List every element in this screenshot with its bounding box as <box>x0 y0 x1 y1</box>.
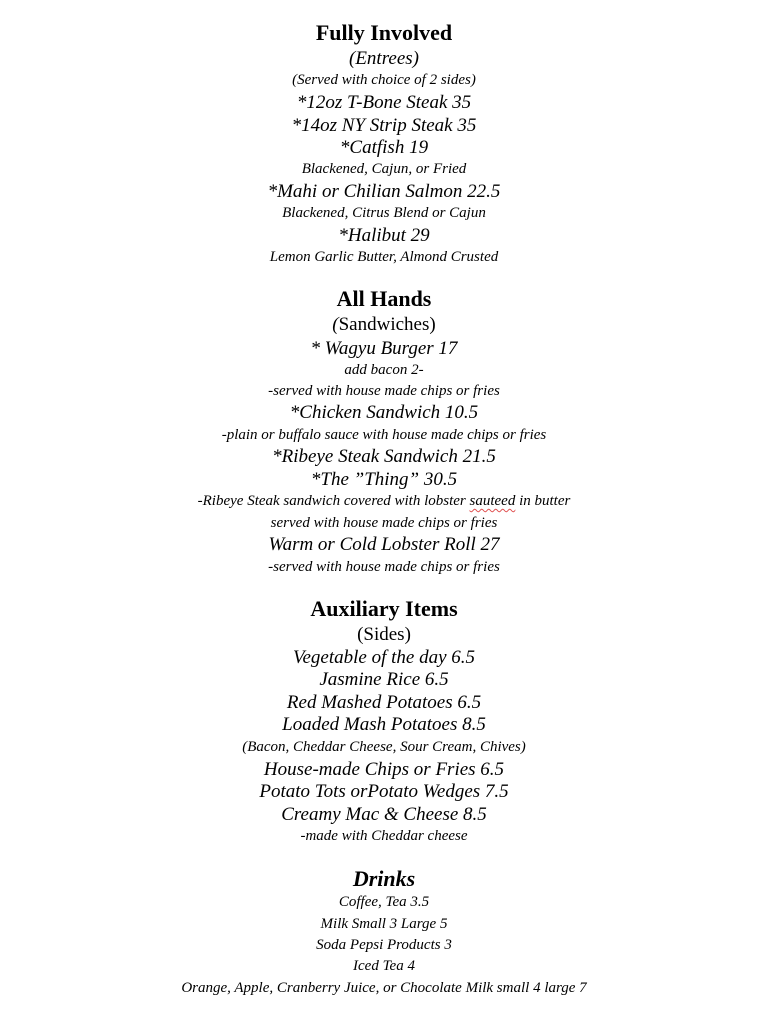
side-item: Jasmine Rice 6.5 <box>319 669 449 690</box>
entree-item: *Catfish 19 <box>339 137 429 158</box>
thing-description-before: -Ribeye Steak sandwich covered with lobster <box>197 493 470 509</box>
spellcheck-flagged-word: sauteed <box>469 493 516 509</box>
sandwiches-subtitle-paren: ( <box>332 314 339 335</box>
sandwich-item: *Chicken Sandwich 10.5 <box>289 402 479 423</box>
entree-item: *Halibut 29 <box>338 225 430 246</box>
sandwich-note: -served with house made chips or fries <box>268 559 500 575</box>
thing-description-after: in butter <box>515 493 571 509</box>
drinks-title: Drinks <box>352 866 416 891</box>
thing-description-line2: served with house made chips or fries <box>270 515 498 531</box>
side-item: Red Mashed Potatoes 6.5 <box>286 692 482 713</box>
sides-title: Auxiliary Items <box>310 596 458 621</box>
sandwich-note: add bacon 2- <box>344 362 424 378</box>
drink-item: Orange, Apple, Cranberry Juice, or Chocolate Milk small 4 large 7 <box>181 980 587 996</box>
entrees-note: (Served with choice of 2 sides) <box>292 72 476 88</box>
entrees-title: Fully Involved <box>315 20 453 45</box>
drink-item: Milk Small 3 Large 5 <box>320 916 448 932</box>
thing-description <box>0 494 768 509</box>
sandwich-item: * Wagyu Burger 17 <box>310 338 458 359</box>
sandwich-item: *Ribeye Steak Sandwich 21.5 <box>272 446 496 467</box>
drink-item: Soda Pepsi Products 3 <box>316 937 452 953</box>
entree-description: Blackened, Cajun, or Fried <box>301 161 467 177</box>
entree-item: *Mahi or Chilian Salmon 22.5 <box>267 181 501 202</box>
sandwiches-title: All Hands <box>336 286 432 311</box>
side-item: House-made Chips or Fries 6.5 <box>263 759 505 780</box>
sides-subtitle: (Sides) <box>357 624 411 645</box>
sandwich-item: Warm or Cold Lobster Roll 27 <box>268 534 500 555</box>
side-item: Loaded Mash Potatoes 8.5 <box>282 714 486 735</box>
side-item: Vegetable of the day 6.5 <box>292 647 476 668</box>
sandwich-note: -served with house made chips or fries <box>268 383 500 399</box>
entree-description: Lemon Garlic Butter, Almond Crusted <box>269 249 499 265</box>
sandwich-note: -plain or buffalo sauce with house made chips or fries <box>221 427 547 443</box>
drink-item: Iced Tea 4 <box>353 958 415 974</box>
sandwich-item: *The ”Thing” 30.5 <box>310 469 458 490</box>
side-item: Potato Tots orPotato Wedges 7.5 <box>259 781 509 802</box>
entree-item: *12oz T-Bone Steak 35 <box>296 92 472 113</box>
side-item: Creamy Mac & Cheese 8.5 <box>281 804 487 825</box>
entree-description: Blackened, Citrus Blend or Cajun <box>282 205 486 221</box>
entrees-subtitle: (Entrees) <box>349 48 419 69</box>
side-note: (Bacon, Cheddar Cheese, Sour Cream, Chives) <box>242 739 526 755</box>
entree-item: *14oz NY Strip Steak 35 <box>291 115 477 136</box>
drink-item: Coffee, Tea 3.5 <box>338 894 430 910</box>
sandwiches-subtitle <box>0 315 768 334</box>
sandwiches-subtitle-text: Sandwiches) <box>338 314 436 335</box>
side-note: -made with Cheddar cheese <box>300 828 468 844</box>
